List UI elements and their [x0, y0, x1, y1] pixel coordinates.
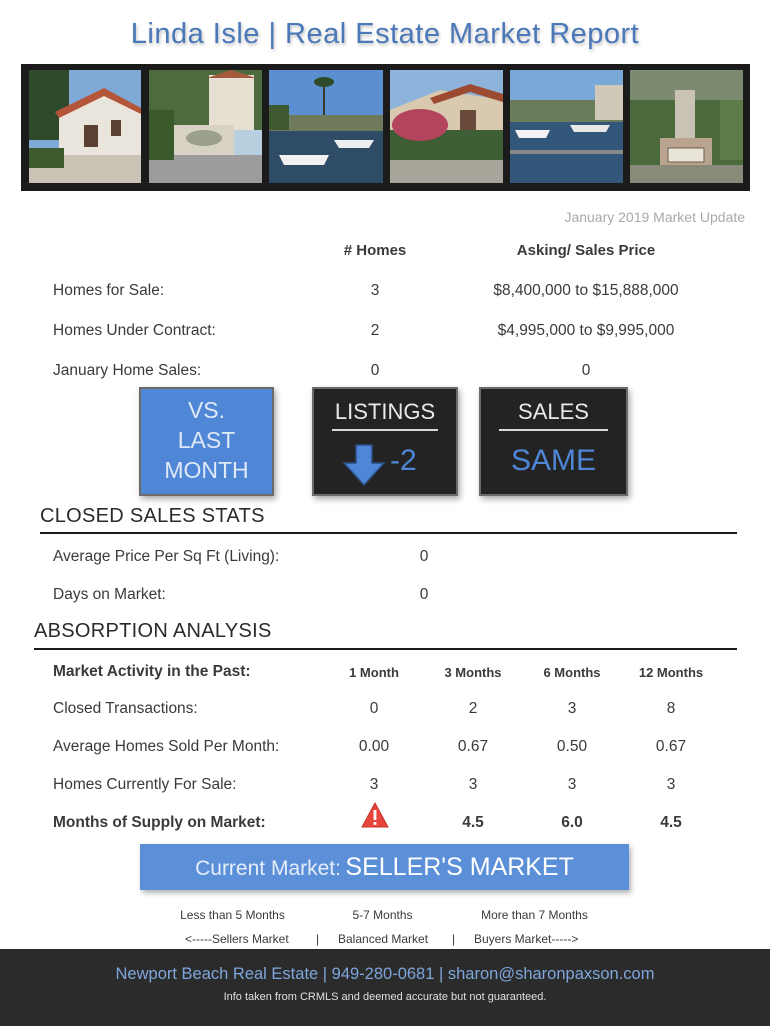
summary-row-label: January Home Sales: [53, 362, 202, 379]
absorption-cell: 2 [468, 700, 478, 717]
legend-range: 5-7 Months [352, 908, 413, 922]
spanish-style-home-photo [29, 70, 141, 183]
closed-stat-value: 0 [419, 586, 429, 603]
legend-balanced: Balanced Market [338, 932, 429, 946]
absorption-cell: 3 [468, 776, 478, 793]
vs-label-line: MONTH [164, 457, 249, 483]
listings-box [312, 387, 458, 496]
summary-row-homes: 3 [370, 282, 380, 299]
absorption-cell: 0 [369, 700, 379, 717]
absorption-col-header: 12 Months [638, 665, 704, 680]
supply-cell: 4.5 [462, 814, 484, 831]
absorption-cell: 0.00 [358, 738, 390, 755]
footer-contact[interactable]: Newport Beach Real Estate | 949-280-0681 | sharon@sharonpaxson.com [115, 965, 655, 983]
absorption-cell: 0.50 [556, 738, 588, 755]
summary-row-homes: 2 [370, 322, 380, 339]
absorption-col-header: 6 Months [543, 665, 601, 680]
absorption-cell: 8 [666, 700, 676, 717]
absorption-header-label: Market Activity in the Past: [53, 663, 251, 680]
marina-docks-photo [510, 70, 623, 183]
photo-strip [21, 64, 750, 191]
absorption-cell: 3 [567, 776, 577, 793]
report-date: January 2019 Market Update [564, 209, 745, 225]
vs-label-line: LAST [177, 427, 236, 453]
summary-row-price: $4,995,000 to $9,995,000 [497, 322, 675, 339]
absorption-cell: 3 [369, 776, 379, 793]
summary-row-price: 0 [581, 362, 591, 379]
absorption-col-header: 3 Months [444, 665, 502, 680]
section-divider [40, 532, 737, 534]
supply-cell: 4.5 [660, 814, 682, 831]
down-arrow-icon [342, 443, 386, 487]
absorption-row-label: Closed Transactions: [53, 700, 198, 717]
current-market-label: Current Market: [195, 857, 341, 880]
sales-divider [499, 429, 608, 431]
report-title: Linda Isle | Real Estate Market Report [130, 18, 640, 50]
section-divider [34, 648, 737, 650]
linda-isle-sign-photo [630, 70, 743, 183]
closed-stat-label: Days on Market: [53, 586, 166, 603]
vs-last-month-box [139, 387, 274, 496]
absorption-col-header: 1 Month [349, 665, 399, 680]
absorption-cell: 3 [567, 700, 577, 717]
gated-entrance-photo [149, 70, 262, 183]
legend-separator: | [316, 932, 320, 946]
legend-range: Less than 5 Months [180, 908, 285, 922]
current-market-banner [140, 844, 629, 890]
absorption-heading: ABSORPTION ANALYSIS [34, 620, 272, 642]
vs-label-line: VS. [187, 397, 226, 423]
summary-row-label: Homes Under Contract: [53, 322, 216, 339]
legend-range: More than 7 Months [481, 908, 588, 922]
col-header-homes: # Homes [343, 242, 407, 259]
absorption-cell: 3 [666, 776, 676, 793]
warning-icon [361, 802, 389, 828]
absorption-cell: 0.67 [457, 738, 489, 755]
sales-title: SALES [518, 399, 589, 424]
footer-disclaimer: Info taken from CRMLS and deemed accurate but not guaranteed. [223, 991, 547, 1003]
sales-box [479, 387, 628, 496]
current-market-value: SELLER'S MARKET [345, 853, 574, 881]
listings-change: -2 [390, 444, 417, 477]
supply-cell: 6.0 [561, 814, 583, 831]
supply-row-label: Months of Supply on Market: [53, 814, 266, 831]
absorption-cell: 0.67 [655, 738, 687, 755]
legend-sellers: <-----Sellers Market [185, 932, 289, 946]
harbor-boats-photo [269, 70, 383, 183]
col-header-price: Asking/ Sales Price [516, 242, 656, 259]
tile-roof-home-photo [390, 70, 503, 183]
sales-change: SAME [510, 444, 597, 477]
closed-stat-label: Average Price Per Sq Ft (Living): [53, 548, 280, 565]
listings-divider [332, 429, 438, 431]
absorption-row-label: Homes Currently For Sale: [53, 776, 237, 793]
absorption-row-label: Average Homes Sold Per Month: [53, 738, 280, 755]
legend-buyers: Buyers Market-----> [474, 932, 579, 946]
summary-row-homes: 0 [370, 362, 380, 379]
legend-separator: | [452, 932, 456, 946]
closed-sales-heading: CLOSED SALES STATS [40, 505, 265, 527]
listings-title: LISTINGS [334, 399, 436, 424]
summary-row-price: $8,400,000 to $15,888,000 [493, 282, 679, 299]
summary-row-label: Homes for Sale: [53, 282, 165, 299]
footer [0, 949, 770, 1026]
closed-stat-value: 0 [419, 548, 429, 565]
